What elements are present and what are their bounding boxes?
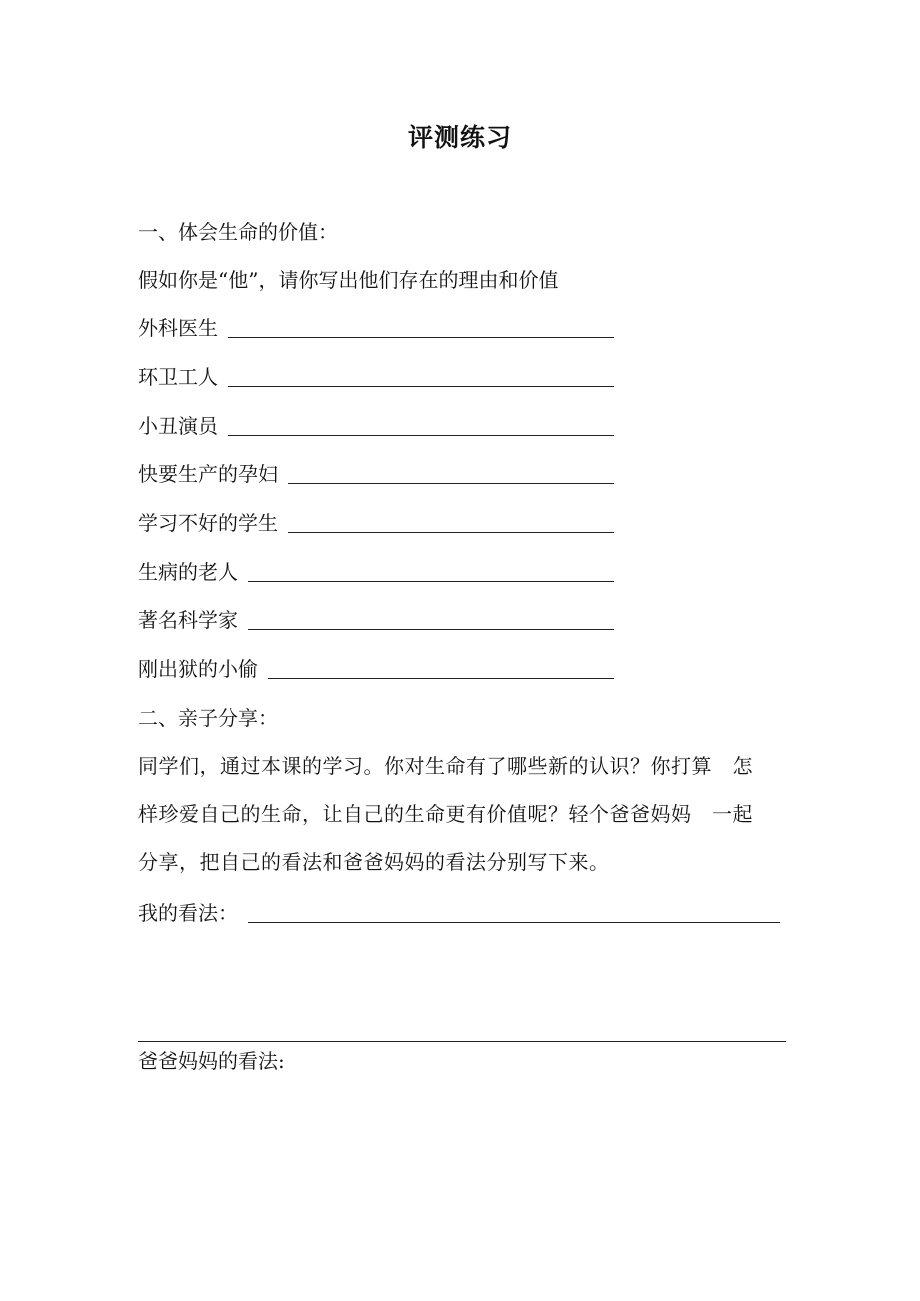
answer-blank[interactable] (288, 482, 614, 484)
fill-row-released-thief (138, 654, 614, 684)
answer-blank[interactable] (228, 434, 614, 436)
fill-row-surgeon (138, 313, 614, 343)
parents-opinion-label: 爸爸妈妈的看法: (138, 1049, 285, 1073)
answer-blank[interactable] (248, 580, 614, 582)
section-1-heading: 一、体会生命的价值： (138, 220, 338, 244)
answer-blank[interactable] (228, 385, 614, 387)
fill-row-clown (138, 411, 614, 441)
answer-blank[interactable] (288, 531, 614, 533)
answer-divider-line (138, 1041, 786, 1042)
fill-row-label: 刚出狱的小偷 (138, 657, 258, 681)
fill-row-label: 小丑演员 (138, 414, 218, 438)
section-2-paragraph (138, 742, 788, 886)
fill-row-label: 著名科学家 (138, 608, 238, 632)
paragraph-line: 同学们，通过本课的学习。你对生命有了哪些新的认识？你打算 怎 (138, 754, 753, 778)
fill-row-label: 外科医生 (138, 316, 218, 340)
answer-blank[interactable] (248, 628, 614, 630)
fill-row-label: 生病的老人 (138, 560, 238, 584)
page-title: 评测练习 (407, 123, 512, 152)
fill-row-label: 学习不好的学生 (138, 511, 278, 535)
paragraph-line: 样珍爱自己的生命，让自己的生命更有价值呢？轻个爸爸妈妈 一起 (138, 802, 753, 826)
section-2-heading: 二、亲子分享： (138, 706, 278, 730)
answer-blank[interactable] (268, 677, 614, 679)
my-opinion-label: 我的看法： (138, 901, 238, 925)
section-1-intro: 假如你是“他”，请你写出他们存在的理由和价值 (138, 268, 559, 292)
my-opinion-row (138, 898, 780, 928)
my-opinion-blank[interactable] (248, 921, 780, 923)
fill-row-sick-elder (138, 557, 614, 587)
paragraph-line: 分享，把自己的看法和爸爸妈妈的看法分别写下来。 (138, 850, 610, 874)
fill-row-poor-student (138, 508, 614, 538)
fill-row-label: 快要生产的孕妇 (138, 462, 278, 486)
fill-row-scientist (138, 605, 614, 635)
answer-blank[interactable] (228, 336, 614, 338)
fill-row-label: 环卫工人 (138, 365, 218, 389)
fill-row-pregnant-woman (138, 459, 614, 489)
fill-row-sanitation-worker (138, 362, 614, 392)
